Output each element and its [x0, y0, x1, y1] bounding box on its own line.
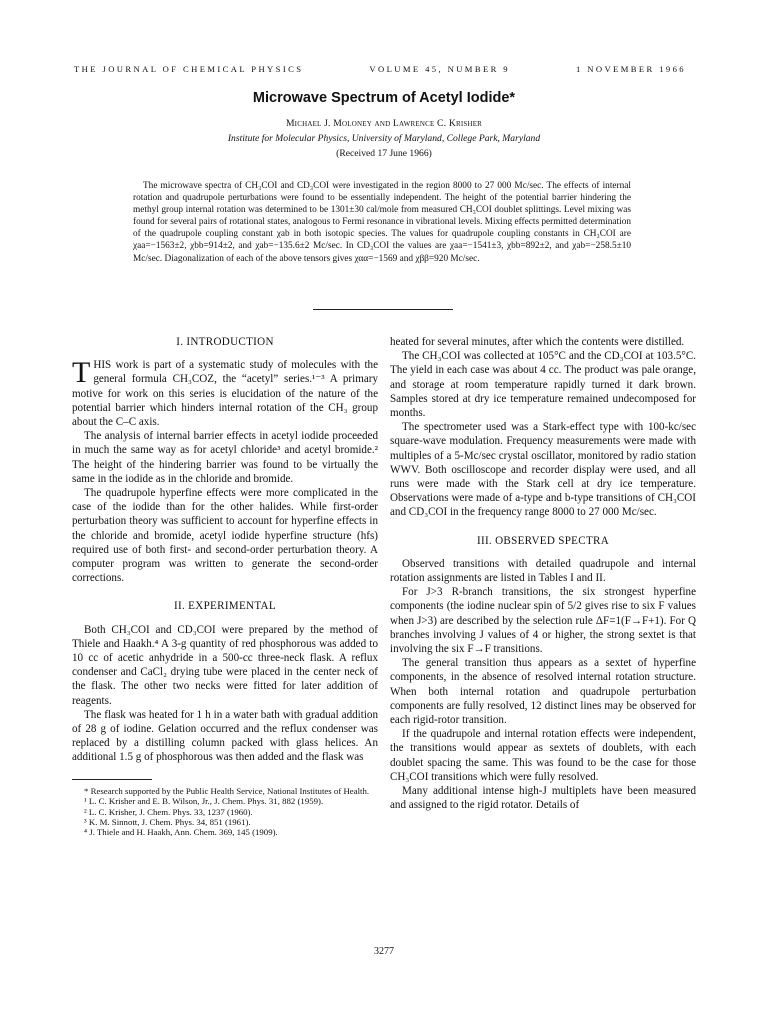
footnote-ref-2: ² L. C. Krisher, J. Chem. Phys. 33, 1237 (1960).	[84, 806, 253, 817]
experimental-paragraph-1: Both CH₃COI and CD₃COI were prepared by the method of Thiele and Haakh.⁴ A 3-g quantity of red phosphorous was added to 10 cc of acetic anhydride in a 500-cc three-neck flask. A reflux condenser and CaCl₂ drying tube were placed in the center neck of the flask. The other two necks were fitted for later addition of reagents.	[72, 623, 378, 707]
intro-paragraph-3: The quadrupole hyperfine effects were more complicated in the case of the iodide than for the other halides. While first-order perturbation theory was sufficient to account for hyperfine effects in the chloride and bromide, acetyl iodide hyperfine structure (hfs) required use of both first- and second-order perturbation theory. A computer program was written to generate the second-order corrections.	[72, 487, 378, 585]
observed-paragraph-2: For J>3 R-branch transitions, the six strongest hyperfine components (the iodine nuclear spin of 5/2 gives rise to six F values when J>3) are described by the selection rule ΔF=1(F→F+1). For Q branches involving J values of 4 or higher, the strong sextet is that involving the six F→F transitions.	[390, 586, 696, 656]
intro-paragraph-1	[72, 358, 378, 429]
observed-paragraph-5: Many additional intense high-J multiplets have been measured and assigned to the rigid rotator. Details of	[390, 785, 696, 812]
experimental-paragraph-5: The spectrometer used was a Stark-effect type with 100-kc/sec square-wave modulation. Frequency measurements were made with multiples of a 5-Mc/sec crystal oscillator, monitored by radio station WWV. Both oscilloscope and recorder display were used, and all runs were made with the Stark cell at dry ice temperature. Observations were made of a-type and b-type transitions of CH₃COI and CD₃COI in the frequency range 8000 to 27 000 Mc/sec.	[390, 421, 696, 519]
page-number: 3277	[374, 946, 394, 957]
running-header	[74, 64, 686, 74]
observed-paragraph-1: Observed transitions with detailed quadrupole and internal rotation assignments are listed in Tables I and II.	[390, 557, 696, 585]
drop-cap: T	[72, 356, 91, 390]
section-heading-introduction: I. INTRODUCTION	[176, 336, 274, 348]
received-date: (Received 17 June 1966)	[336, 148, 432, 159]
journal-name: THE JOURNAL OF CHEMICAL PHYSICS	[74, 64, 304, 74]
footnote-ref-3: ³ K. M. Sinnott, J. Chem. Phys. 34, 851 (1961).	[84, 816, 251, 827]
author-list: Michael J. Moloney and Lawrence C. Krisher	[285, 118, 483, 129]
experimental-paragraph-3: heated for several minutes, after which the contents were distilled.	[390, 336, 685, 348]
affiliation: Institute for Molecular Physics, University of Maryland, College Park, Maryland	[227, 133, 541, 144]
footnote-divider	[72, 779, 152, 780]
intro-paragraph-2: The analysis of internal barrier effects in acetyl iodide proceeded in much the same way as for acetyl chloride³ and acetyl bromide.² The height of the hindering barrier was found to be virtually the same in the iodide as in the chloride and bromide.	[72, 430, 378, 485]
footnote-ref-4: ⁴ J. Thiele and H. Haakh, Ann. Chem. 369, 145 (1909).	[84, 827, 278, 838]
abstract-divider	[313, 309, 453, 310]
left-column	[72, 335, 378, 838]
footnote-funding: * Research supported by the Public Health Service, National Institutes of Health.	[84, 785, 370, 796]
section-heading-observed-spectra: III. OBSERVED SPECTRA	[476, 534, 610, 547]
observed-paragraph-3: The general transition thus appears as a sextet of hyperfine components, in the absence of resolved internal rotation structure. When both internal rotation and quadrupole perturbation components are fully resolved, 12 distinct lines may be observed for each rigid-rotor transition.	[390, 657, 696, 727]
intro-paragraph-1-text: HIS work is part of a systematic study of molecules with the general formula CH₃COZ, the “acetyl” series.¹⁻³ A primary motive for work on this series is elucidation of the nature of the potential barrier which hinders internal rotation of the CH₃ group about the C–C axis.	[72, 359, 378, 429]
observed-paragraph-4: If the quadrupole and internal rotation effects were independent, the transitions would appear as sextets of doublets, with each doublet spacing the same. This was found to be the case for those CH₃COI transitions which were fully resolved.	[390, 728, 696, 783]
right-column	[390, 335, 696, 813]
footnote-ref-1: ¹ L. C. Krisher and E. B. Wilson, Jr., J. Chem. Phys. 31, 882 (1959).	[84, 796, 324, 807]
experimental-paragraph-4: The CH₃COI was collected at 105°C and the CD₃COI at 103.5°C. The yield in each case was about 4 cc. The product was pale orange, and storage at room temperature rapidly turned it dark brown. Samples stored at dry ice temperature remained undecomposed for months.	[390, 350, 696, 420]
issue-date: 1 NOVEMBER 1966	[575, 64, 686, 74]
abstract: The microwave spectra of CH₃COI and CD₃COI were investigated in the region 8000 to 27 000 Mc/sec. The effects of internal rotation and quadrupole perturbations were found to be essentially independent. The height of the potential barrier hindering the methyl group internal rotation was determined to be 1301±30 cal/mole from measured CH₃COI doublet splittings. Level mixing was found for several pairs of rotational states, analogous to Fermi resonance in vibrational levels. Mixing effects permitted determination of the quadrupole coupling constant χab in both isotopic species. The values for quadrupole coupling constants in CH₃COI are χaa=−1563±2, χbb=914±2, and χab=−135.6±2 Mc/sec. In CD₃COI the values are χaa=−1541±3, χbb=892±2, and χab=−258.5±10 Mc/sec. Diagonalization of each of the above tensors gives χαα=−1569 and χββ=920 Mc/sec.	[133, 181, 631, 264]
experimental-paragraph-2: The flask was heated for 1 h in a water bath with gradual addition of 28 g of iodine. Gelation occurred and the reflux condenser was replaced by a distilling column packed with glass helices. An additional 1.5 g of phosphorous was then added and the flask was	[72, 708, 378, 764]
volume-number: VOLUME 45, NUMBER 9	[369, 64, 511, 74]
article-title: Microwave Spectrum of Acetyl Iodide*	[252, 90, 516, 106]
section-heading-experimental: II. EXPERIMENTAL	[174, 600, 276, 613]
